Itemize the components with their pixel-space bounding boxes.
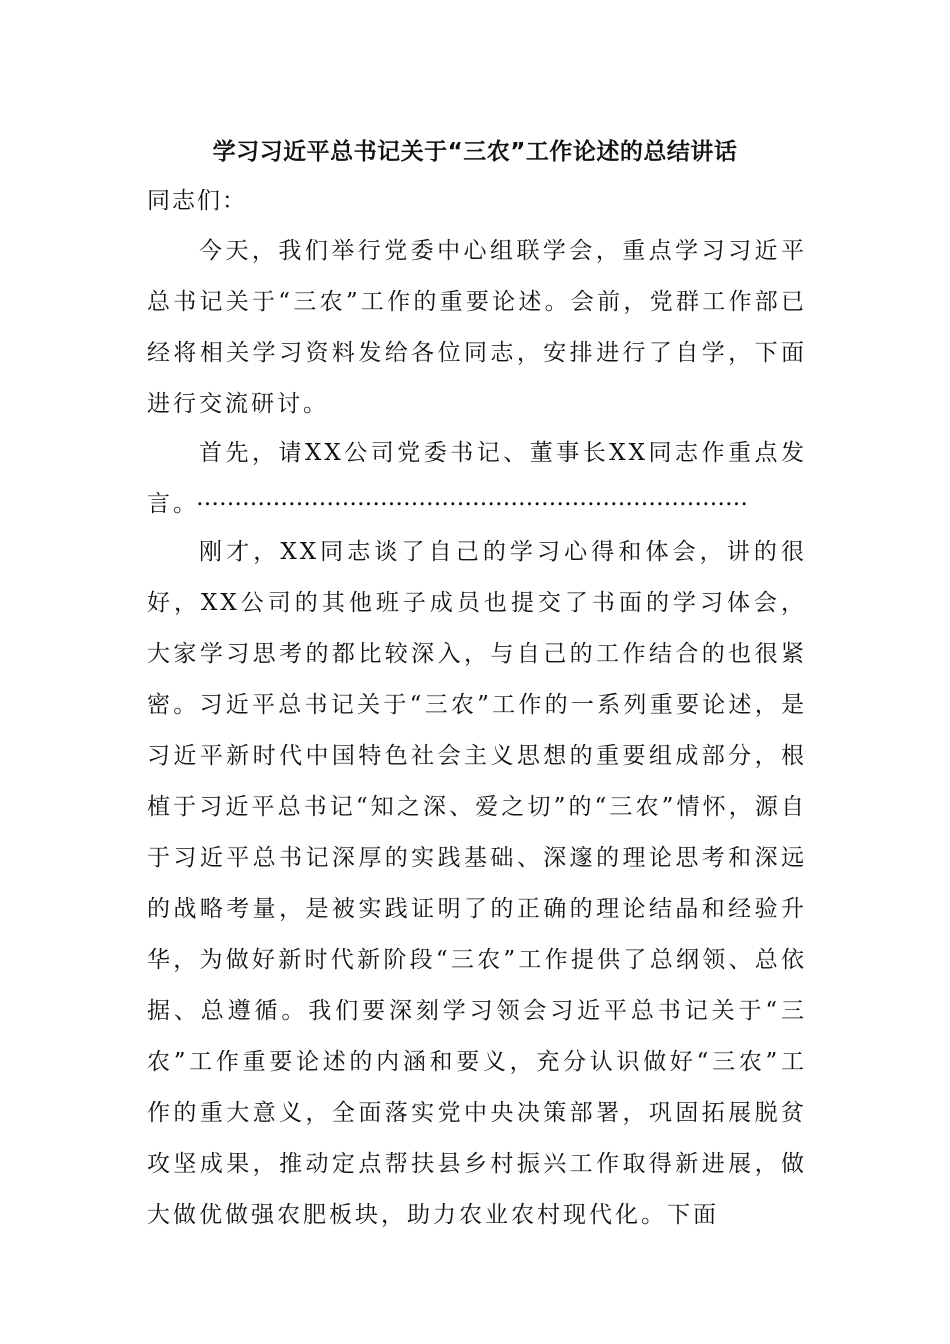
ellipsis-separator: ……………………………………………………………… — [196, 485, 748, 511]
paragraph-first-speaker: 首先，请XX公司党委书记、董事长XX同志作重点发言。 — [147, 440, 807, 517]
document-title: 学习习近平总书记关于“三农”工作论述的总结讲话 — [212, 139, 738, 165]
salutation: 同志们： — [147, 188, 247, 214]
paragraph-summary: 刚才，XX同志谈了自己的学习心得和体会，讲的很好，XX公司的其他班子成员也提交了书面的学习体会，大家学习思考的都比较深入，与自己的工作结合的也很紧密。习近平总书记关于“三农”工作的一系列重要论述，是习近平新时代中国特色社会主义思想的重要组成部分，根植于习近平总书记“知之深、爱之切”的“三农”情怀，源自于习近平总书记深厚的实践基础、深邃的理论思考和深远的战略考量，是被实践证明了的正确的理论结晶和经验升华，为做好新时代新阶段“三农”工作提供了总纲领、总依据、总遵循。我们要深刻学习领会习近平总书记关于“三农”工作重要论述的内涵和要义，充分认识做好“三农”工作的重大意义，全面落实党中央决策部署，巩固拓展脱贫攻坚成果，推动定点帮扶县乡村振兴工作取得新进展，做大做优做强农肥板块，助力农业农村现代化。下面 — [147, 539, 807, 1228]
paragraph-opening: 今天，我们举行党委中心组联学会，重点学习习近平总书记关于“三农”工作的重要论述。会前，党群工作部已经将相关学习资料发给各位同志，安排进行了自学，下面进行交流研讨。 — [147, 238, 807, 417]
